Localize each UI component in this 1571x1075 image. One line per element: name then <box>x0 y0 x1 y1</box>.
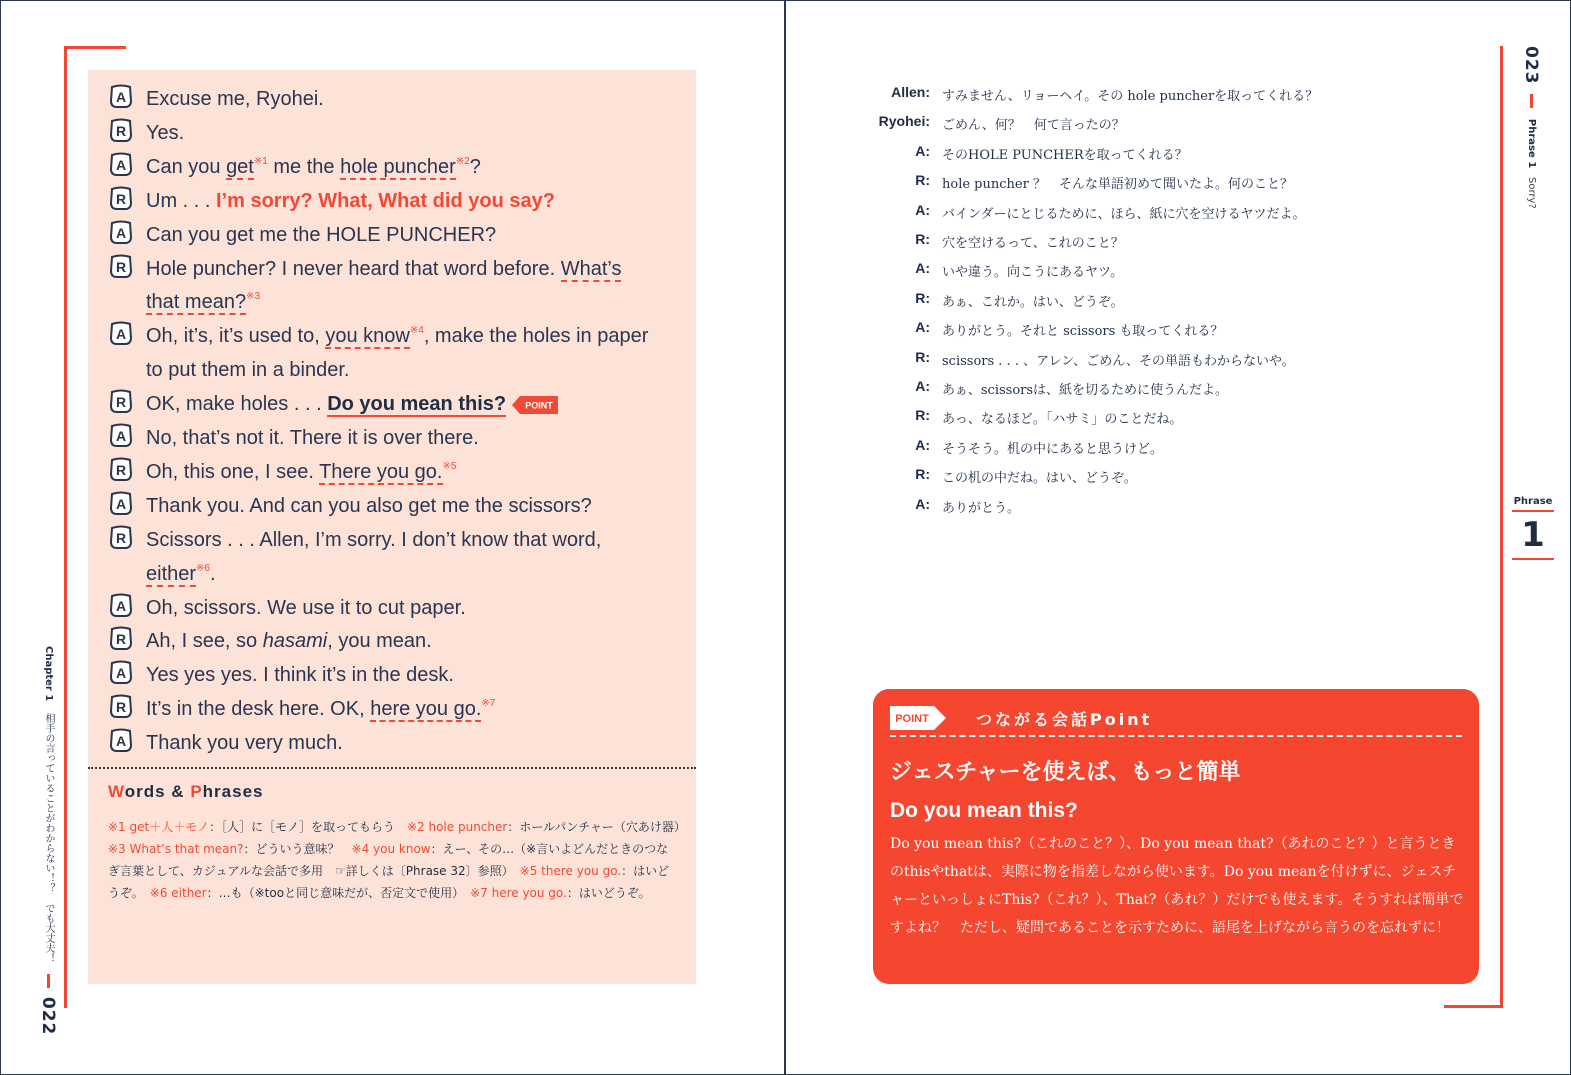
left-page-number: 022 <box>38 996 58 1036</box>
translation-speaker: A: <box>915 378 930 394</box>
note-key: ※1 get＋人＋モノ <box>108 820 210 834</box>
speaker-r-icon <box>108 457 134 483</box>
svg-text:A: A <box>115 224 127 241</box>
translation-line: ありがとう。それと scissors も取ってくれる？ <box>942 324 1224 340</box>
svg-text:R: R <box>115 461 127 478</box>
dialogue-text: to put them in a binder. <box>146 359 350 382</box>
dialogue-text: that mean?$^{※3}$ <box>146 291 261 314</box>
dialogue-text: Hole puncher? I never heard that word before. What’s <box>146 257 622 280</box>
chapter-label: Chapter 1 <box>43 646 54 702</box>
speaker-a-icon <box>108 423 134 449</box>
dialogue-text: Excuse me, Ryohei. <box>146 88 324 110</box>
point-tag-icon <box>890 706 948 730</box>
right-bracket-side <box>1500 46 1503 1008</box>
speaker-a-icon <box>108 220 134 246</box>
translation-line: ごめん、何？ 何て言ったの？ <box>942 118 1125 134</box>
dialogue-text: Oh, it’s, it’s used to, you know$^{※4}$, make the holes in paper <box>146 325 649 348</box>
dialogue-text: No, that’s not it. There it is over there. <box>146 427 479 449</box>
svg-text:R: R <box>115 258 127 275</box>
translation-line: 穴を空けるって、これのこと？ <box>942 236 1124 251</box>
dialogue-text: Ah, I see, so hasami, you mean. <box>146 630 432 653</box>
translation-line: そのHOLE PUNCHERを取ってくれる？ <box>942 147 1188 163</box>
svg-text:R: R <box>115 529 127 546</box>
speaker-a-icon <box>108 728 134 754</box>
note-value: ：［人］に［モノ］を取ってもらう <box>209 820 407 834</box>
translation-line: いや違う。向こうにあるヤツ。 <box>942 265 1124 281</box>
words-phrases-title: Words & Phrases <box>108 782 264 801</box>
translation-line: あっ、なるほど。「ハサミ」のことだね。 <box>942 412 1183 428</box>
translation-line: すみません、リョーヘイ。その hole puncherを取ってくれる？ <box>942 89 1319 104</box>
right-running-head <box>1515 46 1541 216</box>
chapter-title: 相手の言っていることがわからない！？ でも大丈夫！ <box>43 712 54 963</box>
point-subtitle: Do you mean this? <box>890 799 1078 822</box>
svg-text:R: R <box>115 122 127 139</box>
translation-speaker: R: <box>915 407 930 424</box>
speaker-a-icon <box>108 660 134 686</box>
translation-speaker: Allen: <box>891 84 930 100</box>
dialogue-text: Can you get$^{※1}$ me the hole puncher$^{※2}$? <box>146 155 481 178</box>
translation-line: hole puncher ？ そんな単語初めて聞いたよ。何のこと？ <box>942 177 1293 193</box>
dialogue-text: Scissors . . . Allen, I’m sorry. I don’t know that word, <box>146 528 602 551</box>
translation-line: scissors . . . 、アレン、ごめん、その単語もわからないや。 <box>942 353 1295 369</box>
note-value: ：どういう意味？ <box>243 842 352 856</box>
note-key: ※6 either <box>149 886 207 900</box>
svg-text:A: A <box>115 597 127 614</box>
svg-text:R: R <box>115 699 127 716</box>
svg-text:A: A <box>115 733 127 750</box>
svg-text:R: R <box>115 190 127 207</box>
left-bracket-side <box>64 46 67 1008</box>
translation-line: ありがとう。 <box>942 500 1021 516</box>
dialogue-text: Thank you very much. <box>146 732 343 755</box>
svg-text:A: A <box>115 89 127 105</box>
speaker-a-icon <box>108 152 134 178</box>
speaker-r-icon <box>108 254 134 280</box>
point-marker-icon <box>512 396 558 414</box>
dotted-separator <box>88 767 696 769</box>
dialogue-text: Can you get me the HOLE PUNCHER? <box>146 223 497 246</box>
svg-text:POINT: POINT <box>525 400 553 411</box>
phrase-tab-label: Phrase <box>1513 496 1553 507</box>
translation-line: あぁ、これか。はい、どうぞ。 <box>942 294 1124 310</box>
left-bracket-top <box>64 46 126 49</box>
dialogue-text: Yes. <box>146 121 185 144</box>
note-value: ：ホールパンチャー（穴あけ器） <box>507 820 692 834</box>
note-value: ：はいどうぞ。 <box>108 864 670 900</box>
translation-speaker: Ryohei: <box>878 113 930 130</box>
svg-text:POINT: POINT <box>895 713 929 725</box>
dialogue-text: Yes yes yes. I think it’s in the desk. <box>146 664 454 687</box>
dialogue-text: It’s in the desk here. OK, here you go.$^{※7}$ <box>146 698 496 721</box>
dialogue-text: Thank you. And can you also get me the scissors? <box>146 494 592 517</box>
translation-line: バインダーにとじるために、ほら、紙に穴を空けるヤツだよ。 <box>942 206 1306 222</box>
svg-text:A: A <box>115 428 127 444</box>
dialogue-text: OK, make holes . . . Do you mean this? POINT <box>146 393 558 416</box>
dialogue-text: either$^{※6}$. <box>146 562 216 585</box>
note-key: ※4 you know <box>351 842 431 856</box>
speaker-r-icon <box>108 118 134 144</box>
point-heading: つながる会話Point <box>976 710 1153 729</box>
dialogue-text: Um . . . I’m sorry? What, What did you say? <box>146 189 555 212</box>
svg-text:A: A <box>115 156 127 173</box>
right-bracket-bottom <box>1444 1005 1503 1008</box>
dialogue-text: Oh, scissors. We use it to cut paper. <box>146 596 466 619</box>
translation-line: そうそう。机の中にあると思うけど。 <box>942 441 1164 457</box>
svg-text:A: A <box>115 495 127 512</box>
running-head-bar-right <box>1530 94 1533 108</box>
speaker-r-icon <box>108 626 134 652</box>
translation-speaker: R: <box>915 172 930 189</box>
point-box <box>873 689 1479 984</box>
note-key: ※7 here you go. <box>470 886 567 900</box>
phrase-tab-rule <box>1512 510 1554 512</box>
right-page-number: 023 <box>1521 46 1541 85</box>
vocabulary-notes <box>108 816 692 904</box>
note-key: ※2 hole puncher <box>406 820 508 834</box>
dialogue-box <box>88 70 696 984</box>
translation-speaker: A: <box>915 495 930 512</box>
translation-line: この机の中だね。はい、どうぞ。 <box>942 471 1137 487</box>
speaker-a-icon <box>108 593 134 619</box>
phrase-tab-number: 1 <box>1521 515 1545 555</box>
note-value: ：はいどうぞ。 <box>566 886 651 900</box>
note-value: ：えー、その…（※言いよどんだときのつなぎ言葉として、カジュアルな会話で多用 ☞詳しくは〔Phrase 32〕参照） <box>108 842 669 878</box>
translation-speaker: A: <box>915 201 930 218</box>
phrase-label: Phrase 1 <box>1526 118 1537 169</box>
phrase-tab-rule-bottom <box>1512 558 1554 560</box>
phrase-title: Sorry? <box>1526 177 1537 210</box>
translation-speaker: R: <box>915 348 930 365</box>
point-title: ジェスチャーを使えば、もっと簡単 <box>890 760 1241 785</box>
point-dash-rule <box>890 735 1462 737</box>
note-key: ※5 there you go. <box>519 864 622 878</box>
point-body: Do you mean this?（これのこと？）、Do you mean that?（あれのこと？）と言うときのthisやthatは、実際に物を指差しながら使います。Do you meanを付けずに、ジェスチャーといっしょにThis?（これ？）、That?（あれ？）だけでも使えます。そうすれば簡単ですよね？ ただし、疑問であることを示すために、語尾を上げながら言うのを忘れずに！ <box>890 836 1464 936</box>
translation-speaker: A: <box>915 260 930 277</box>
speaker-r-icon <box>108 186 134 212</box>
speaker-r-icon <box>108 694 134 720</box>
svg-text:R: R <box>115 394 127 411</box>
translation-speaker: R: <box>915 231 930 247</box>
speaker-r-icon <box>108 389 134 415</box>
note-value: ：…も（※tooと同じ意味だが、否定文で使用） <box>206 886 471 900</box>
left-running-head <box>32 646 58 1036</box>
speaker-a-icon <box>108 84 134 110</box>
note-key: ※3 What’s that mean? <box>108 842 244 856</box>
dialogue-text: Oh, this one, I see. There you go.$^{※5}$ <box>146 460 457 483</box>
speaker-a-icon <box>108 491 134 517</box>
speaker-r-icon <box>108 525 134 551</box>
svg-text:A: A <box>115 326 127 343</box>
translation-speaker: R: <box>915 466 930 483</box>
translation-speaker: A: <box>915 436 930 453</box>
speaker-a-icon <box>108 321 134 347</box>
phrase-tab <box>1512 496 1554 563</box>
translation-line: あぁ、scissorsは、紙を切るために使うんだよ。 <box>942 383 1229 398</box>
translation-speaker: A: <box>915 319 930 336</box>
svg-text:A: A <box>115 665 127 682</box>
translation-speaker: R: <box>915 289 930 306</box>
svg-text:R: R <box>115 631 127 648</box>
running-head-bar <box>47 974 50 988</box>
translation-speaker: A: <box>915 142 930 159</box>
book-spine <box>784 0 786 1075</box>
